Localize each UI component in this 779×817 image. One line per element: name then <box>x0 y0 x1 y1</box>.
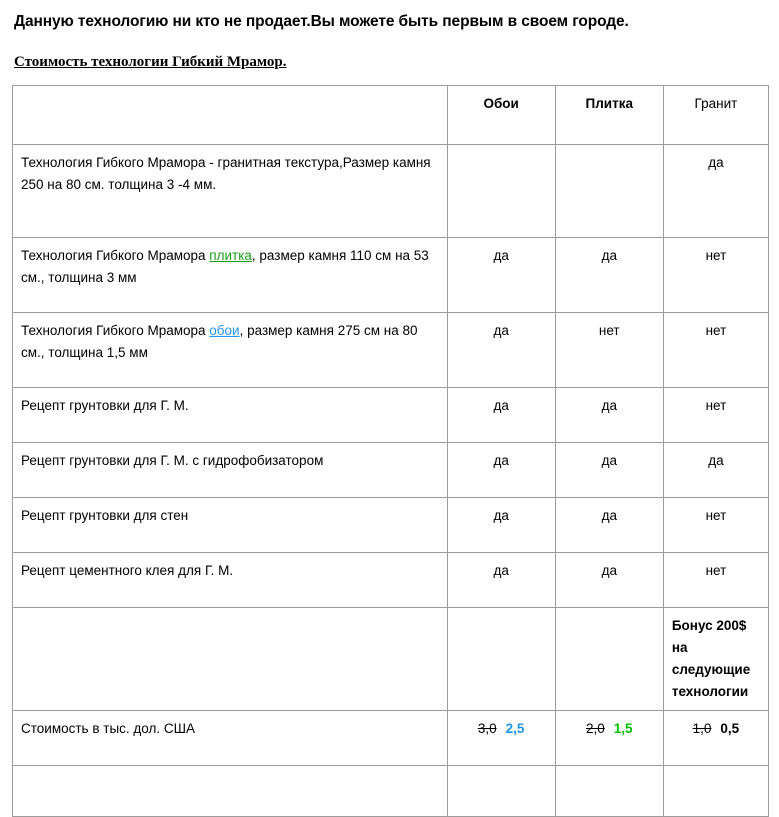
column-header-description <box>13 86 448 145</box>
row-value-plitka: да <box>555 238 663 313</box>
row-value-plitka: да <box>555 388 663 443</box>
row-description-pre: Технология Гибкого Мрамора <box>21 323 210 338</box>
row-value-plitka: нет <box>555 313 663 388</box>
row-value-plitka: да <box>555 553 663 608</box>
link-plitka[interactable]: плитка <box>209 248 252 263</box>
price-plitka-old: 2,0 <box>585 721 605 736</box>
row-value-granit: нет <box>663 313 768 388</box>
price-plitka-new: 1,5 <box>613 721 633 736</box>
row-description: Рецепт грунтовки для стен <box>13 498 448 553</box>
row-value-granit: нет <box>663 498 768 553</box>
row-value-granit: нет <box>663 553 768 608</box>
price-row-label: Стоимость в тыс. дол. США <box>13 711 448 766</box>
table-row <box>13 238 769 313</box>
table-header-row <box>13 86 769 145</box>
page-headline: Данную технологию ни кто не продает.Вы можете быть первым в своем городе. <box>14 13 629 30</box>
price-oboi-new: 2,5 <box>505 721 525 736</box>
row-description: Рецепт грунтовки для Г. М. <box>13 388 448 443</box>
column-header-granit: Гранит <box>663 86 768 145</box>
bonus-value-plitka <box>555 608 663 711</box>
empty-cell-granit <box>663 766 768 817</box>
row-value-oboi: да <box>447 388 555 443</box>
row-value-plitka <box>555 145 663 238</box>
price-granit-new: 0,5 <box>720 721 740 736</box>
row-description-post: , размер камня 275 см на 80 см., толщина 1,5 мм <box>21 323 418 360</box>
price-oboi-old: 3,0 <box>477 721 497 736</box>
column-header-plitka: Плитка <box>555 86 663 145</box>
table-row <box>13 498 769 553</box>
empty-cell-plitka <box>555 766 663 817</box>
row-value-plitka: да <box>555 498 663 553</box>
row-description: Технология Гибкого Мрамора - гранитная текстура,Размер камня 250 на 80 см. толщина 3 -4 мм. <box>13 145 448 238</box>
price-plitka <box>555 711 663 766</box>
bonus-value-oboi <box>447 608 555 711</box>
table-row-price <box>13 711 769 766</box>
row-description-post: , размер камня 110 см на 53 см., толщина 3 мм <box>21 248 429 285</box>
row-description-pre: Технология Гибкого Мрамора <box>21 248 210 263</box>
row-value-oboi <box>447 145 555 238</box>
row-value-oboi: да <box>447 443 555 498</box>
row-value-oboi: да <box>447 238 555 313</box>
table-row-bonus <box>13 608 769 711</box>
link-oboi[interactable]: обои <box>209 323 240 338</box>
empty-cell-oboi <box>447 766 555 817</box>
row-value-oboi: да <box>447 498 555 553</box>
row-value-plitka: да <box>555 443 663 498</box>
bonus-description <box>13 608 448 711</box>
row-description: Рецепт грунтовки для Г. М. с гидрофобизатором <box>13 443 448 498</box>
row-value-granit: нет <box>663 238 768 313</box>
row-value-granit: да <box>663 443 768 498</box>
technology-comparison-table <box>12 85 769 817</box>
row-description <box>13 238 448 313</box>
table-row <box>13 443 769 498</box>
column-header-oboi: Обои <box>447 86 555 145</box>
price-granit-old: 1,0 <box>692 721 712 736</box>
price-oboi <box>447 711 555 766</box>
empty-cell-description <box>13 766 448 817</box>
table-row-empty <box>13 766 769 817</box>
page-subheading: Стоимость технологии Гибкий Мрамор. <box>14 54 287 70</box>
row-value-oboi: да <box>447 313 555 388</box>
price-granit <box>663 711 768 766</box>
table-row <box>13 388 769 443</box>
table-row <box>13 313 769 388</box>
row-description <box>13 313 448 388</box>
row-description: Рецепт цементного клея для Г. М. <box>13 553 448 608</box>
bonus-badge: Бонус 200$ на следующие технологии <box>663 608 768 711</box>
table-row <box>13 553 769 608</box>
row-value-oboi: да <box>447 553 555 608</box>
row-value-granit: да <box>663 145 768 238</box>
row-value-granit: нет <box>663 388 768 443</box>
table-row <box>13 145 769 238</box>
